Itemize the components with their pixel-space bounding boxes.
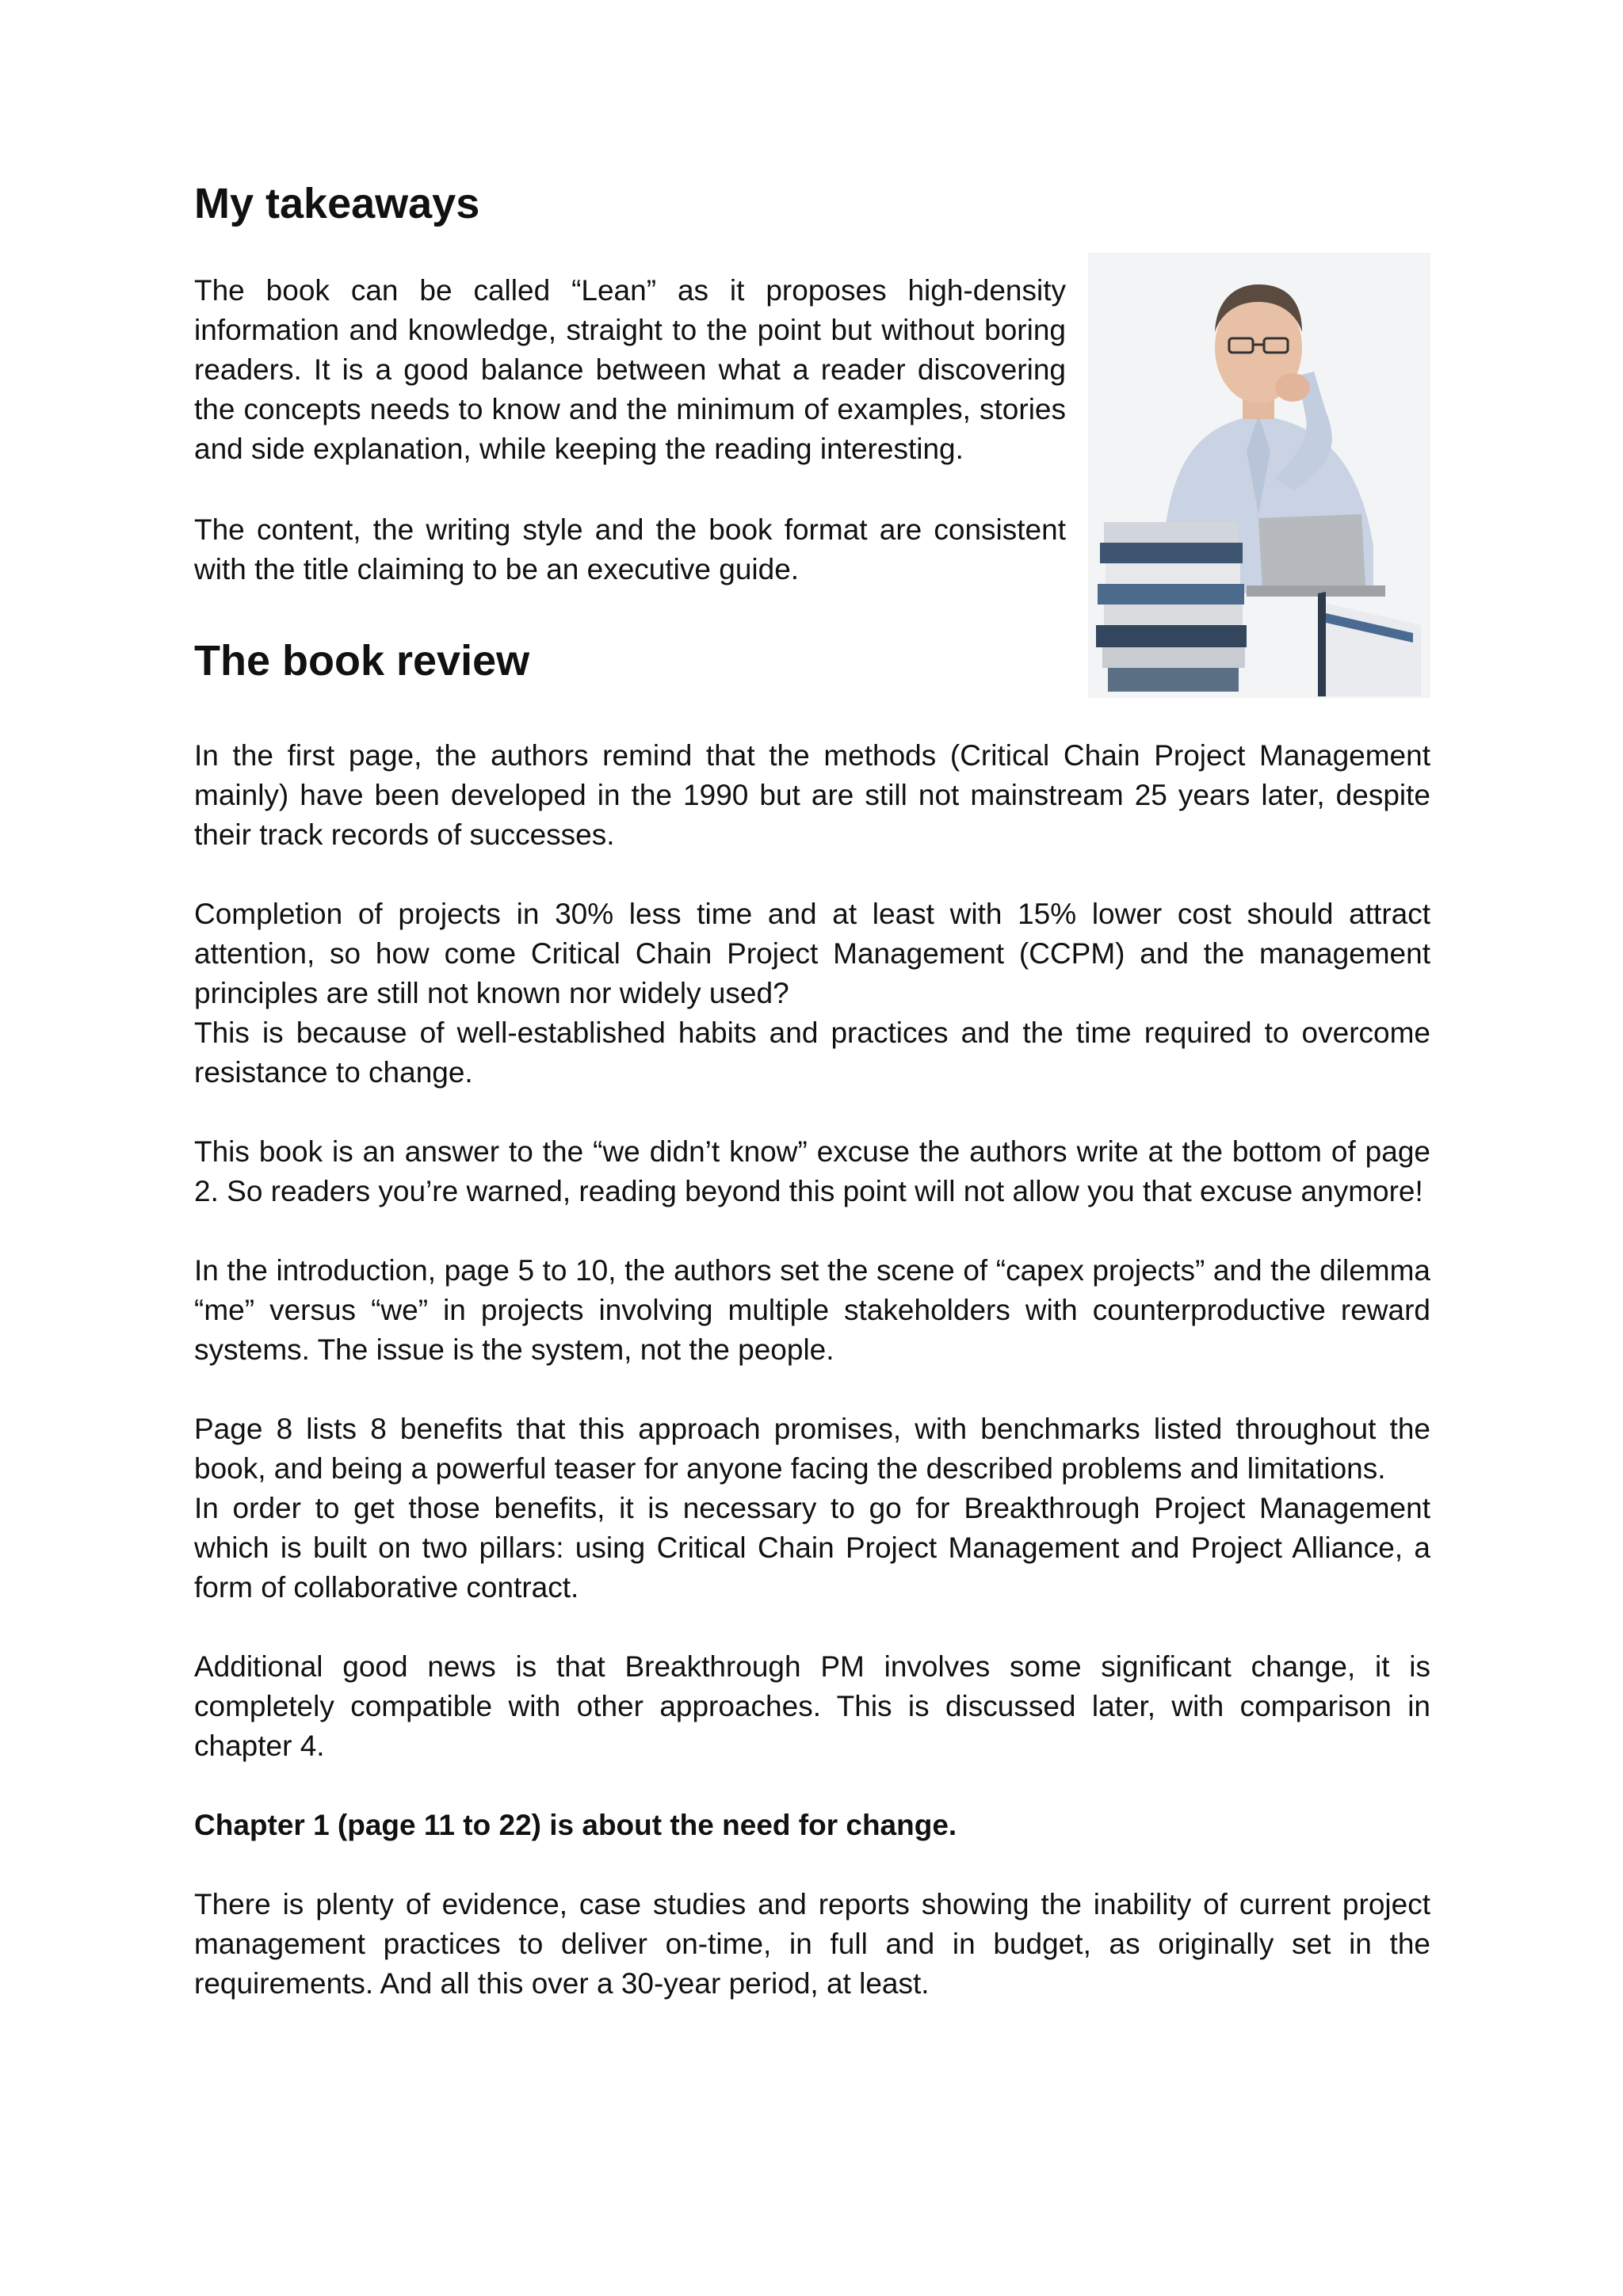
review-paragraph-1: In the first page, the authors remind that the methods (Critical Chain Project Management mainly) have been developed in the 1990 but are still not mainstream 25 years later, despite their track records of successes. [194, 738, 1430, 851]
takeaways-text [194, 271, 1066, 589]
review-paragraph-2a: Completion of projects in 30% less time and at least with 15% lower cost should attract attention, so how come Critical Chain Project Management (CCPM) and the management principles are still not known nor widely used? [194, 897, 1430, 1009]
review-paragraph-4: In the introduction, page 5 to 10, the authors set the scene of “capex projects” and the dilemma “me” versus “we” in projects involving multiple stakeholders with counterproductive reward systems. The issue is the system, not the people. [194, 1253, 1430, 1366]
review-paragraph-5a: Page 8 lists 8 benefits that this approach promises, with benchmarks listed throughout the book, and being a powerful teaser for anyone facing the described problems and limitations. [194, 1412, 1430, 1485]
review-text [194, 736, 1430, 2004]
chapter-1-heading: Chapter 1 (page 11 to 22) is about the need for change. [194, 1808, 957, 1841]
review-paragraph-7: There is plenty of evidence, case studies and reports showing the inability of current project management practices to deliver on-time, in full and in budget, as originally set in the requirements. And all this over a 30-year period, at least. [194, 1887, 1430, 2000]
review-paragraph-2b: This is because of well-established habits and practices and the time required to overcome resistance to change. [194, 1016, 1430, 1089]
takeaways-paragraph-2: The content, the writing style and the book format are consistent with the title claiming to be an executive guide. [194, 513, 1066, 585]
takeaways-heading: My takeaways [194, 180, 480, 227]
review-heading: The book review [194, 636, 530, 685]
review-paragraph-5b: In order to get those benefits, it is necessary to go for Breakthrough Project Management which is built on two pillars: using Critical Chain Project Management and Project Alliance, a form of collaborative contract. [194, 1491, 1430, 1604]
takeaways-paragraph-1: The book can be called “Lean” as it proposes high-density information and knowledge, straight to the point but without boring readers. It is a good balance between what a reader discovering the concepts needs to know and the minimum of examples, stories and side explanation, while keeping the reading interesting. [194, 273, 1066, 465]
review-paragraph-6: Additional good news is that Breakthrough PM involves some significant change, it is completely compatible with other approaches. This is discussed later, with comparison in chapter 4. [194, 1650, 1430, 1762]
review-paragraph-3: This book is an answer to the “we didn’t know” excuse the authors write at the bottom of page 2. So readers you’re warned, reading beyond this point will not allow you that excuse anymore! [194, 1135, 1430, 1207]
author-photo [1088, 253, 1430, 698]
document-page [194, 178, 1430, 2004]
